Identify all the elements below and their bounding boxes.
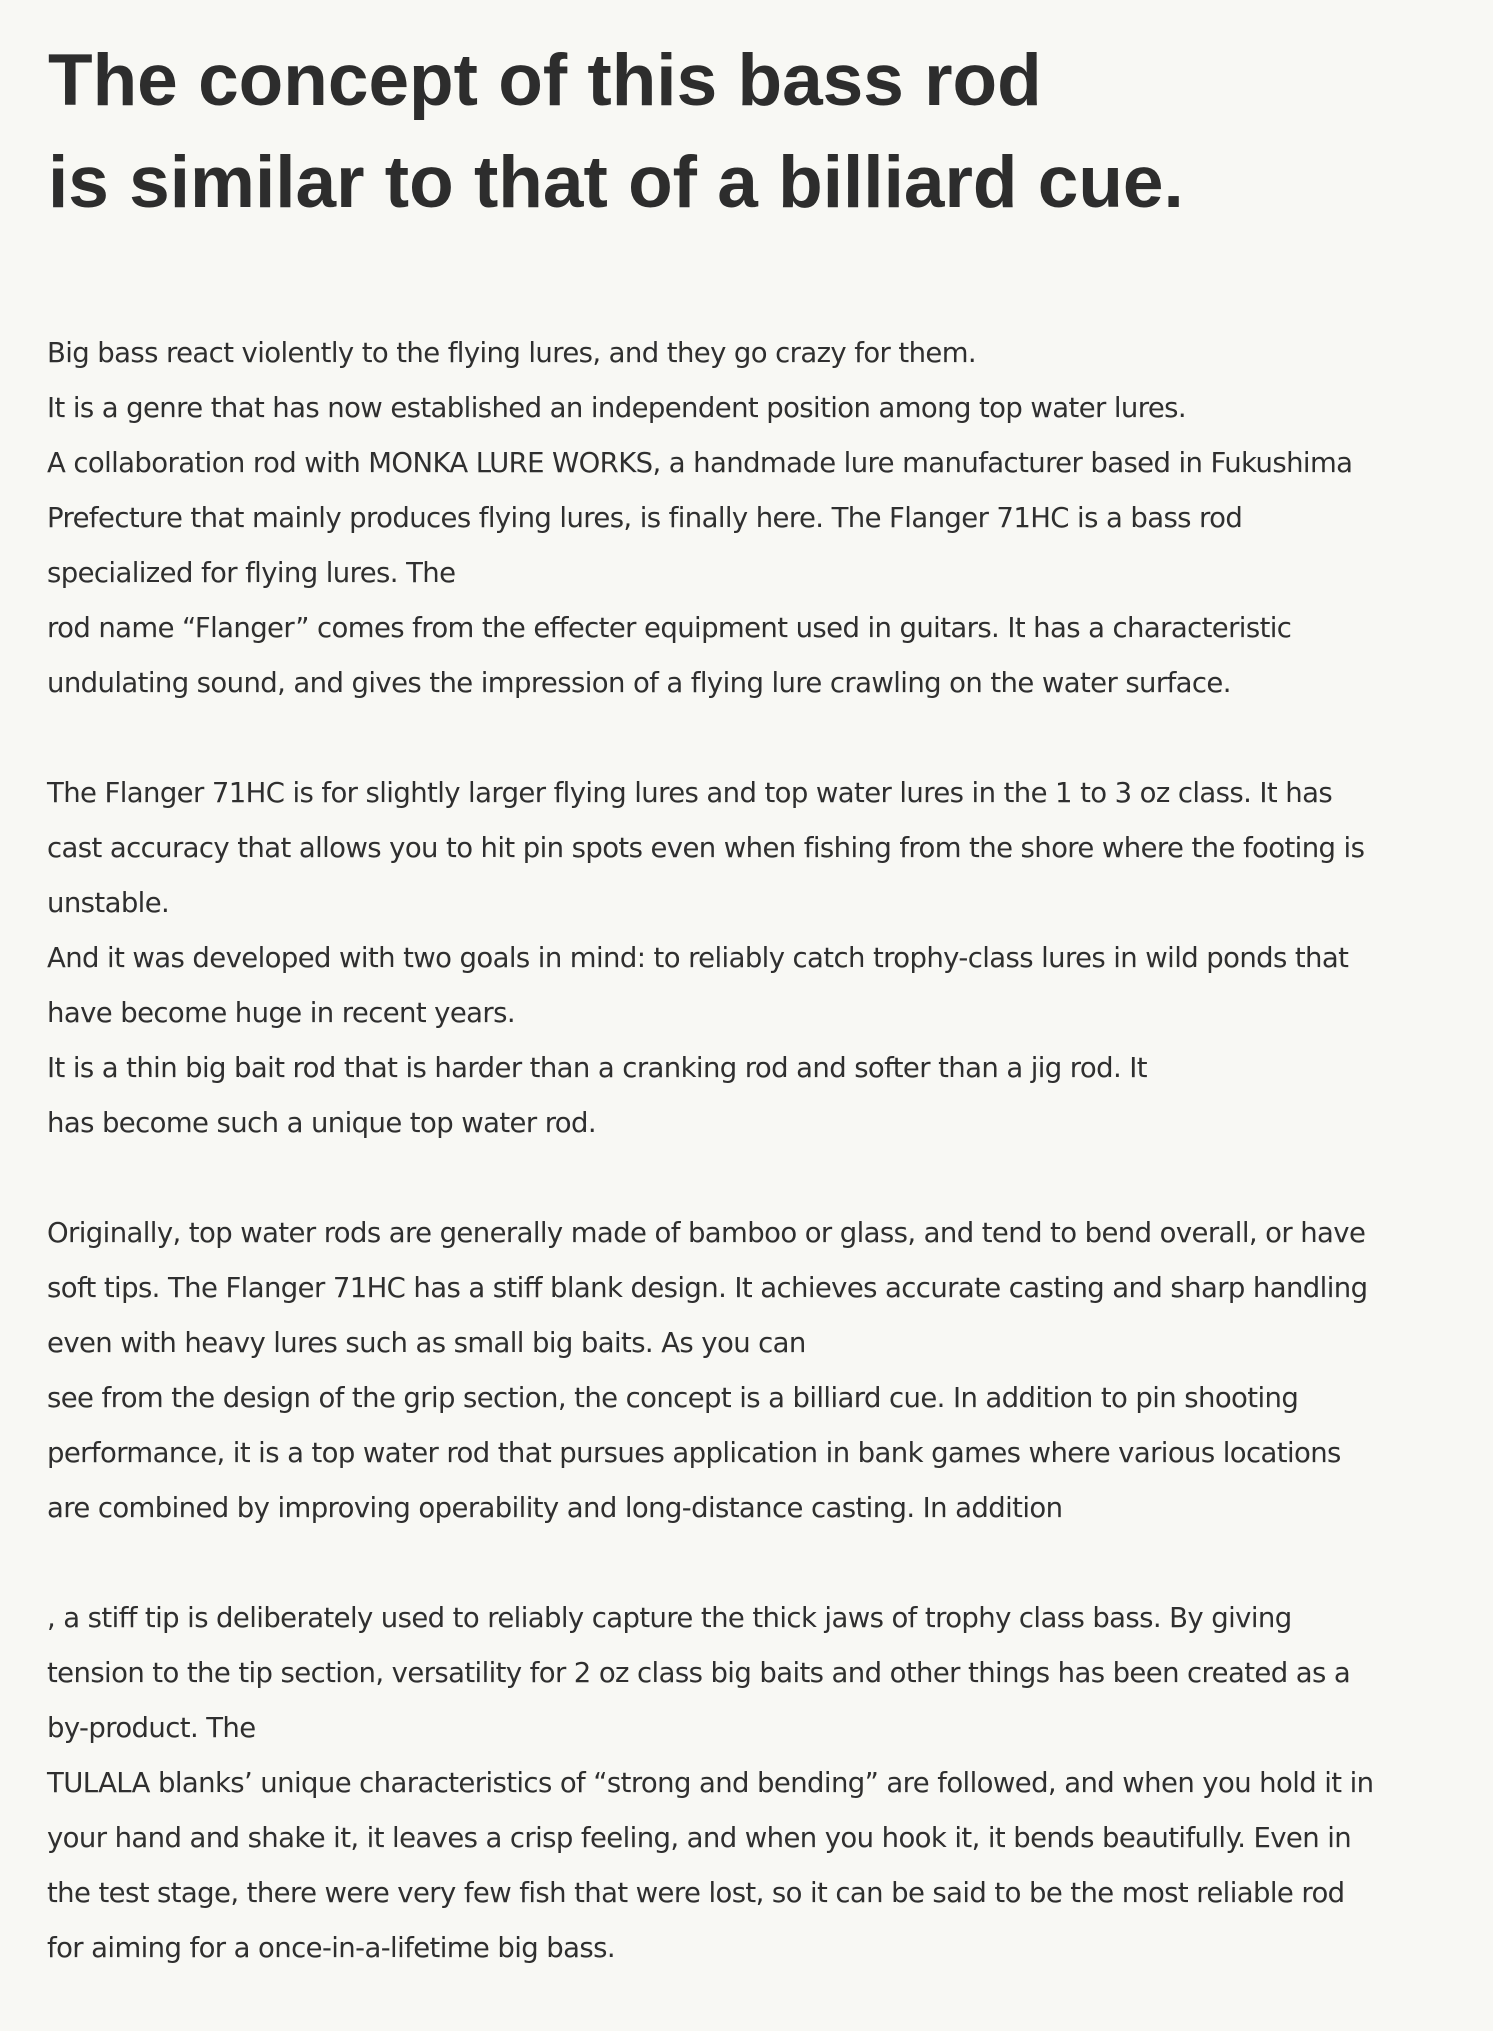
paragraph-1-line-2: It is a genre that has now established an independent position among top water lures. — [47, 392, 1187, 424]
paragraph-4-line-1: , a stiff tip is deliberately used to reliably capture the thick jaws of trophy class bass. By giving — [47, 1602, 1292, 1634]
paragraph-3 — [47, 1206, 1467, 1536]
paragraph-1-line-3: A collaboration rod with MONKA LURE WORKS, a handmade lure manufacturer based in Fukushima — [47, 447, 1353, 479]
paragraph-1-line-5: specialized for flying lures. The — [47, 557, 456, 589]
paragraph-2-line-3: unstable. — [47, 887, 170, 919]
paragraph-1 — [47, 326, 1467, 711]
paragraph-4-line-7: for aiming for a once-in-a-lifetime big bass. — [47, 1932, 615, 1964]
paragraph-4-line-6: the test stage, there were very few fish that were lost, so it can be said to be the most reliable rod — [47, 1877, 1345, 1909]
paragraph-3-line-2: soft tips. The Flanger 71HC has a stiff blank design. It achieves accurate casting and sharp handling — [47, 1272, 1368, 1304]
paragraph-1-line-6: rod name “Flanger” comes from the effecter equipment used in guitars. It has a characteristic — [47, 612, 1292, 644]
title-line-1: The concept of this bass rod — [48, 40, 1042, 121]
paragraph-2-line-2: cast accuracy that allows you to hit pin spots even when fishing from the shore where the footing is — [47, 832, 1365, 864]
paragraph-1-line-7: undulating sound, and gives the impression of a flying lure crawling on the water surface. — [47, 667, 1231, 699]
paragraph-1-line-4: Prefecture that mainly produces flying lures, is finally here. The Flanger 71HC is a bass rod — [47, 502, 1243, 534]
paragraph-4 — [47, 1591, 1467, 1976]
paragraph-4-line-5: your hand and shake it, it leaves a crisp feeling, and when you hook it, it bends beautifully. Even in — [47, 1822, 1352, 1854]
paragraph-3-line-6: are combined by improving operability and long-distance casting. In addition — [47, 1492, 1063, 1524]
paragraph-4-line-2: tension to the tip section, versatility for 2 oz class big baits and other things has been created as a — [47, 1657, 1351, 1689]
paragraph-1-line-1: Big bass react violently to the flying lures, and they go crazy for them. — [47, 337, 977, 369]
paragraph-3-line-1: Originally, top water rods are generally made of bamboo or glass, and tend to bend overall, or have — [47, 1217, 1366, 1249]
paragraph-3-line-5: performance, it is a top water rod that pursues application in bank games where various locations — [47, 1437, 1341, 1469]
article-body — [47, 326, 1467, 2031]
paragraph-4-line-3: by-product. The — [47, 1712, 256, 1744]
paragraph-2-line-5: have become huge in recent years. — [47, 997, 516, 1029]
paragraph-2-line-6: It is a thin big bait rod that is harder than a cranking rod and softer than a jig rod. It — [47, 1052, 1147, 1084]
paragraph-2-line-1: The Flanger 71HC is for slightly larger flying lures and top water lures in the 1 to 3 oz class. It has — [47, 777, 1333, 809]
paragraph-2-line-7: has become such a unique top water rod. — [47, 1107, 597, 1139]
title-line-2: is similar to that of a billiard cue. — [48, 142, 1184, 223]
page-title — [48, 30, 1468, 234]
paragraph-4-line-4: TULALA blanks’ unique characteristics of “strong and bending” are followed, and when you hold it in — [47, 1767, 1374, 1799]
paragraph-3-line-3: even with heavy lures such as small big baits. As you can — [47, 1327, 806, 1359]
paragraph-2-line-4: And it was developed with two goals in mind: to reliably catch trophy-class lures in wild ponds that — [47, 942, 1349, 974]
paragraph-3-line-4: see from the design of the grip section, the concept is a billiard cue. In addition to pin shooting — [47, 1382, 1299, 1414]
paragraph-2 — [47, 766, 1467, 1151]
